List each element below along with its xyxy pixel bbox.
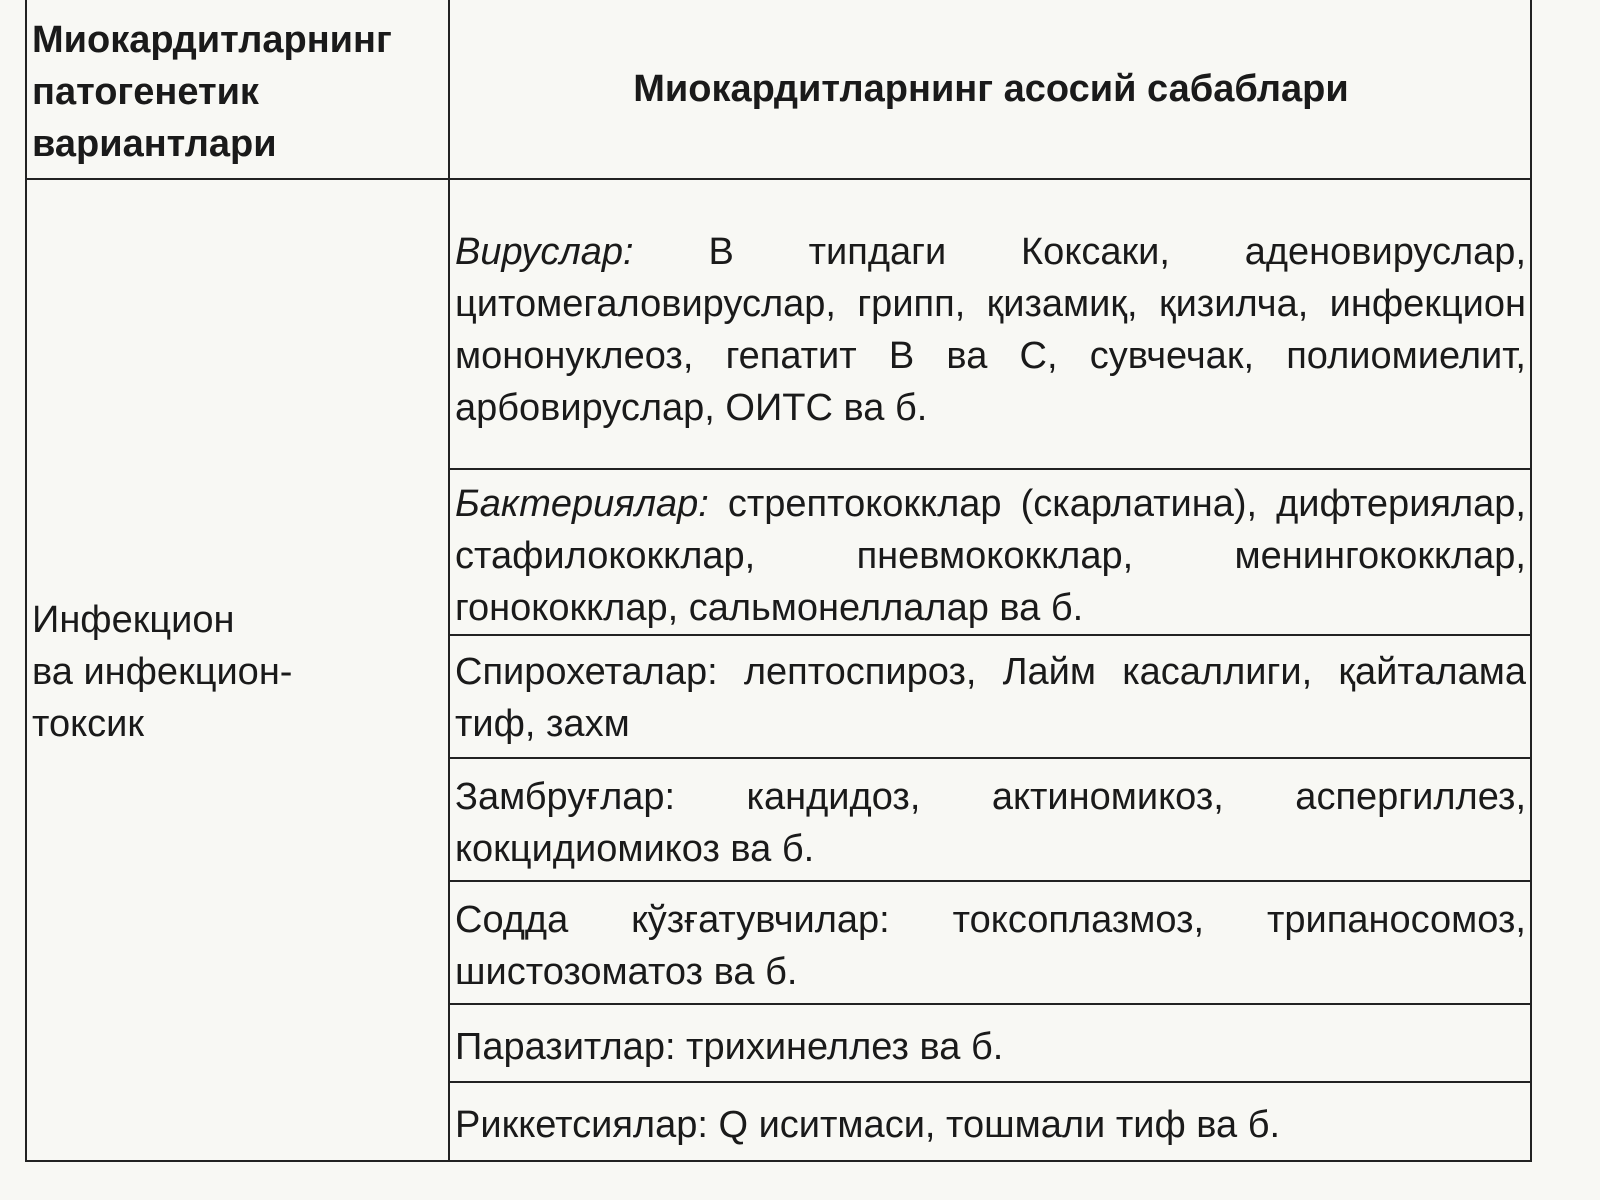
row-parasites — [450, 1005, 1532, 1083]
row-text: Риккетсиялар: Q иситмаси, тошмали тиф ва б. — [455, 1104, 1281, 1146]
row-text: стрептококклар (скарлатина), дифтериялар, стафилококклар, пневмококклар, менингококклар, гонококклар, сальмонеллалар ва б. — [455, 483, 1526, 629]
variant-infectious-toxic: Инфекцион ва инфекцион- токсик — [32, 599, 293, 745]
row-text: Спирохеталар: лептоспироз, Лайм касаллиги, қайталама тиф, захм — [455, 651, 1526, 745]
myocarditis-causes-table — [25, 0, 1532, 1162]
row-fungi — [450, 759, 1532, 882]
row-text: Паразитлар: трихинеллез ва б. — [455, 1026, 1004, 1068]
row-text: В типдаги Коксаки, аденовируслар, цитомегаловируслар, грипп, қизамиқ, қизилча, инфекцион мононуклеоз, гепатит В ва С, сувчечак, полиомиелит, арбовируслар, ОИТС ва б. — [455, 231, 1526, 429]
header-pathogenetic-variants: Миокардитларнинг патогенетик вариантлари — [32, 19, 392, 165]
row-lead: Вируслар: — [455, 231, 634, 273]
row-lead: Бактериялар: — [455, 483, 709, 525]
row-viruses — [450, 180, 1532, 470]
row-rickettsiae — [450, 1083, 1532, 1160]
header-main-causes: Миокардитларнинг асосий сабаблари — [633, 67, 1349, 110]
row-bacteria — [450, 470, 1532, 636]
row-text: Замбруғлар: кандидоз, актиномикоз, аспергиллез, кокцидиомикоз ва б. — [455, 776, 1526, 870]
row-protozoa — [450, 882, 1532, 1005]
row-spirochetes — [450, 636, 1532, 759]
row-text: Содда кўзғатувчилар: токсоплазмоз, трипаносомоз, шистозоматоз ва б. — [455, 899, 1526, 993]
